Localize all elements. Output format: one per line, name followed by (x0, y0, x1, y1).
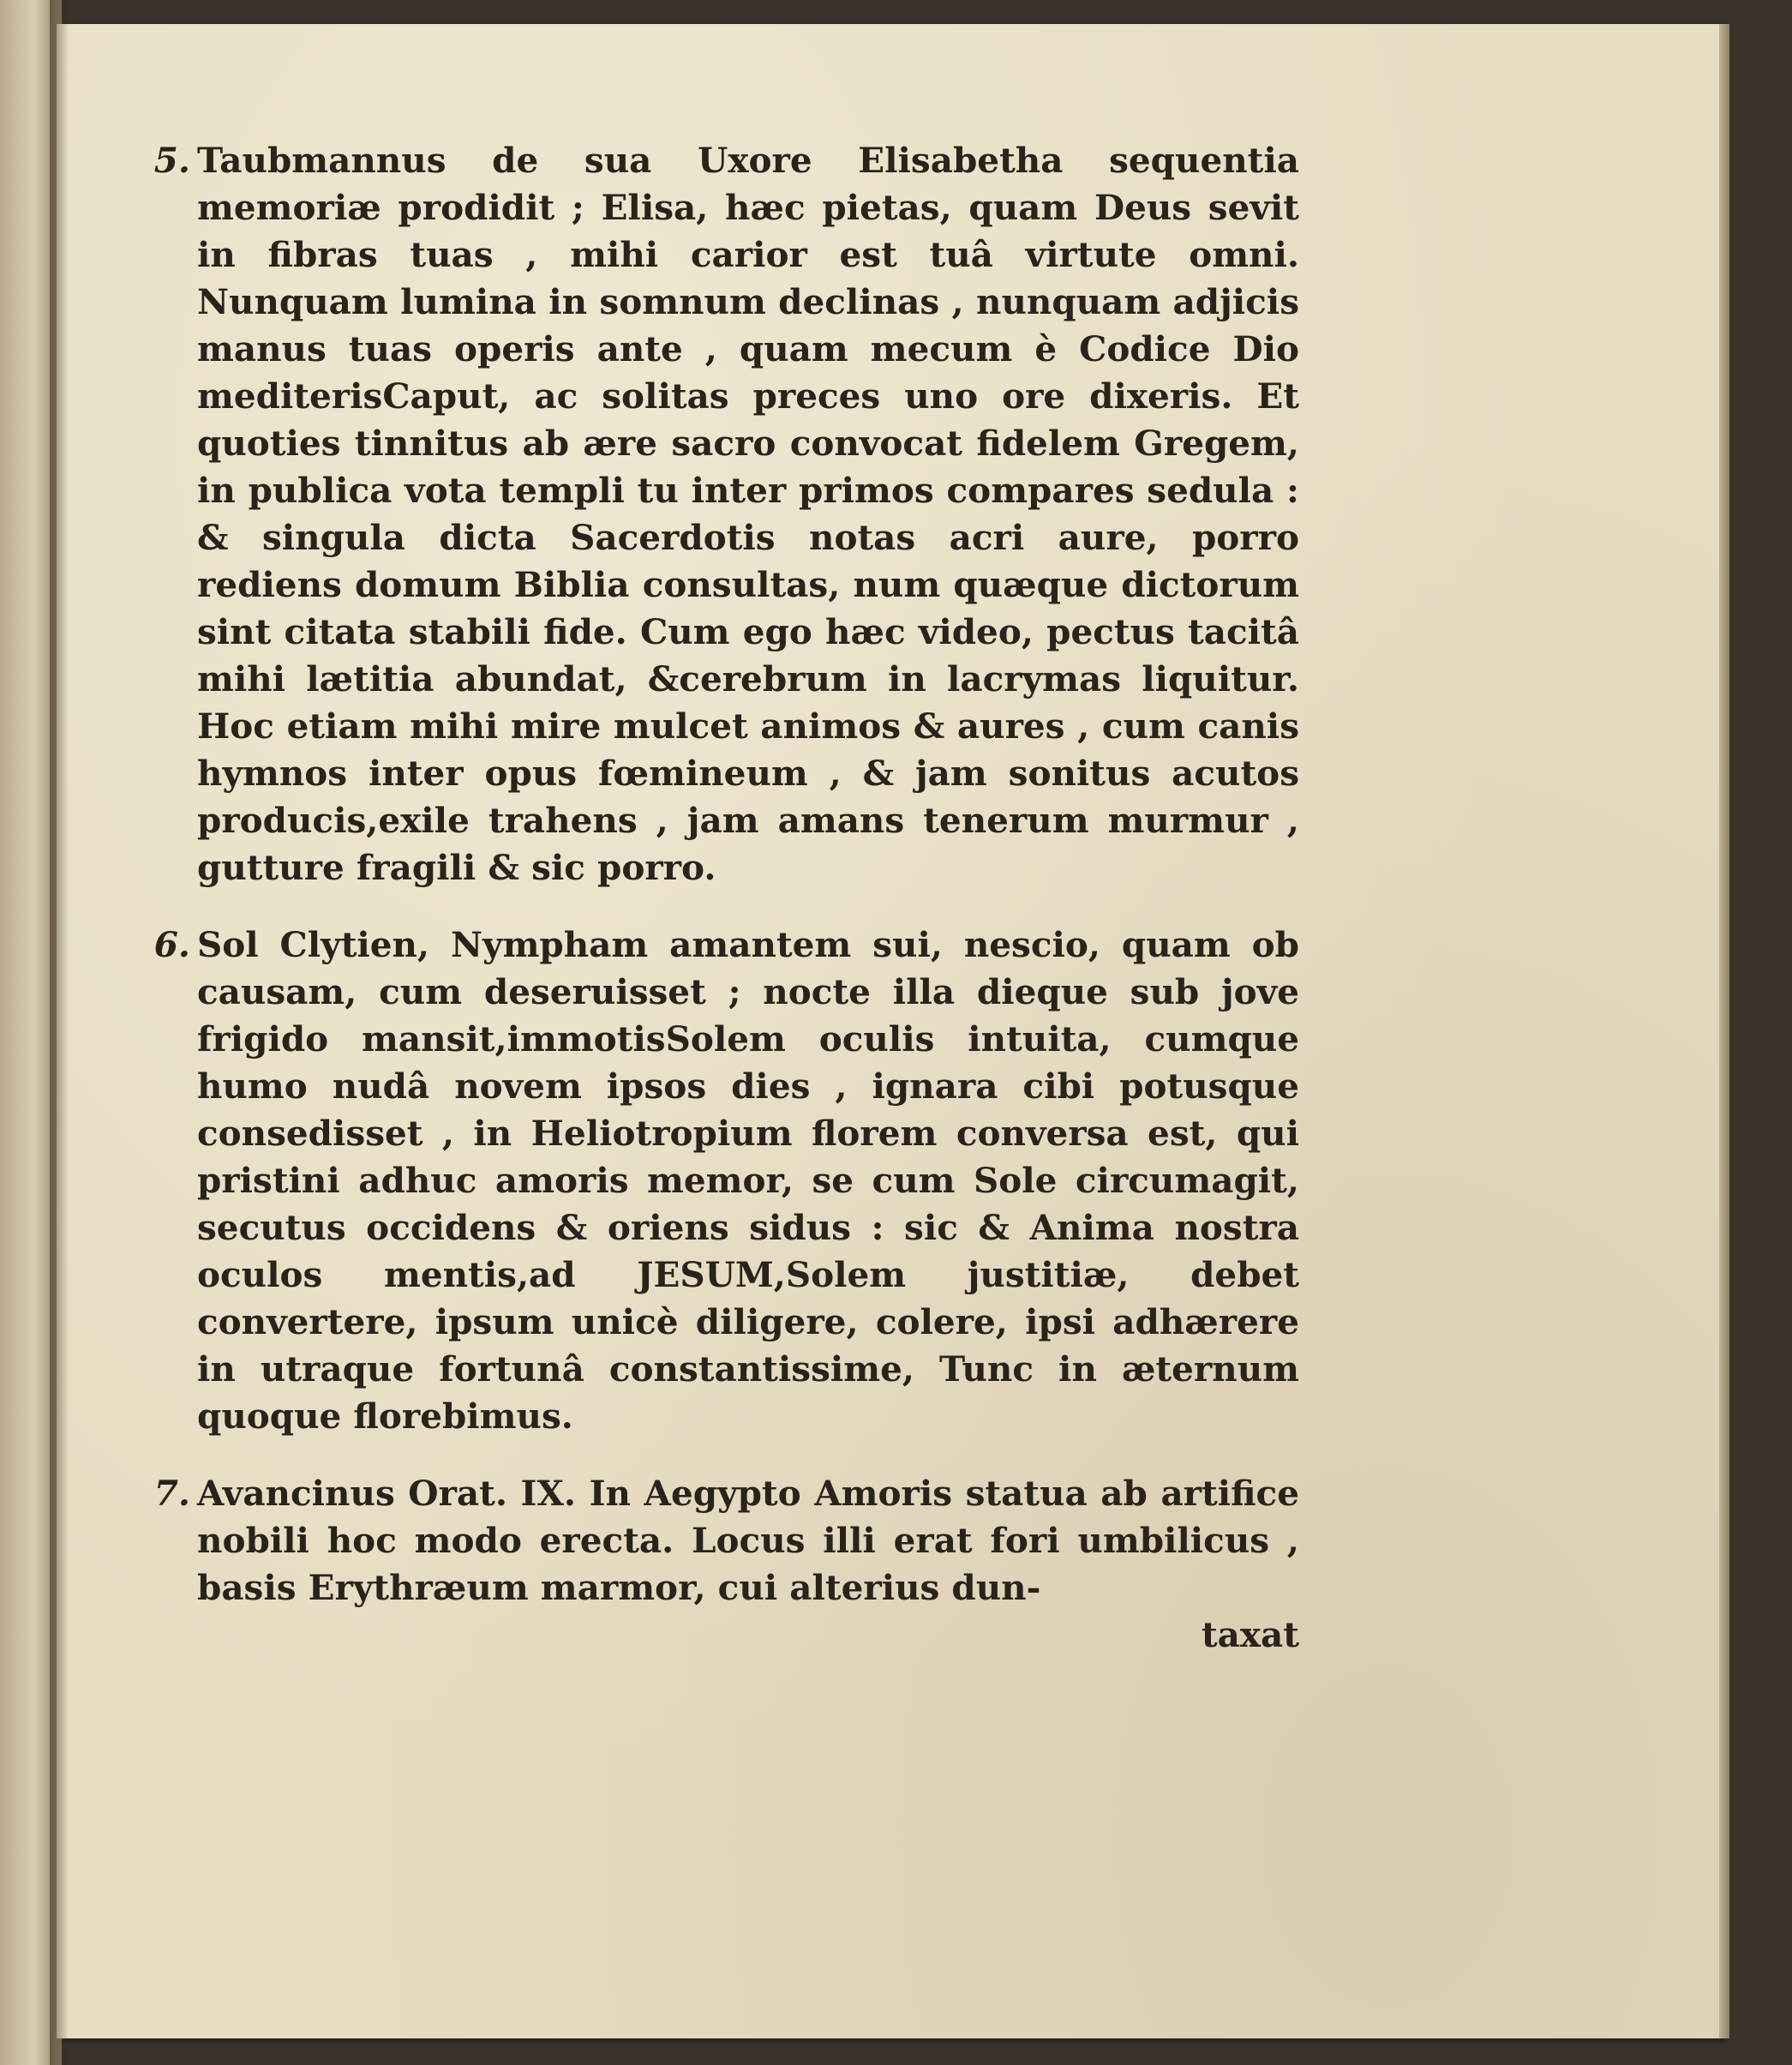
entry-text: Taubmannus de sua Uxore Elisabetha sequentia memoriæ prodidit ; Elisa, hæc pietas, quam Deus sevit in fibras tuas , mihi carior est tuâ virtute omni. Nunquam lumina in somnum declinas , nunquam adjicis manus tuas operis ante , quam mecum è Codice Dio mediterisCaput, ac solitas preces uno ore dixeris. Et quoties tinnitus ab ære sacro convocat fidelem Gregem, in publica vota templi tu inter primos compares sedula : & singula dicta Sacerdotis notas acri aure, porro rediens domum Biblia consultas, num quæque dictorum sint citata stabili fide. Cum ego hæc video, pectus tacitâ mihi lætitia abundat, &cerebrum in lacrymas liquitur. Hoc etiam mihi mire mulcet animos & aures , cum canis hymnos inter opus fœmineum , & jam sonitus acutos producis,exile trahens , jam amans tenerum murmur , gutture fragili & sic porro. (197, 140, 1299, 888)
entry-7 (153, 1470, 1299, 1612)
page-text (153, 137, 1299, 1659)
catchword: taxat (1201, 1614, 1299, 1655)
entry-text: Sol Clytien, Nympham amantem sui, nescio, quam ob causam, cum deseruisset ; nocte illa dieque sub jove frigido mansit,immotisSolem oculis intuita, cumque humo nudâ novem ipsos dies , ignara cibi potusque consedisset , in Heliotropium florem conversa est, qui pristini adhuc amoris memor, se cum Sole circumagit, secutus occidens & oriens sidus : sic & Anima nostra oculos mentis,ad JESUM,Solem justitiæ, debet convertere, ipsum unicè diligere, colere, ipsi adhærere in utraque fortunâ constantissime, Tunc in æternum quoque florebimus. (197, 924, 1299, 1437)
page-fore-edge (1719, 24, 1729, 2038)
entry-number: 6. (153, 924, 190, 965)
entry-5 (153, 137, 1299, 891)
entry-number: 7. (153, 1473, 190, 1514)
entry-6 (153, 921, 1299, 1440)
gutter-shadow (50, 0, 69, 2065)
entry-text: Avancinus Orat. IX. In Aegypto Amoris statua ab artifice nobili hoc modo erecta. Locus illi erat fori umbilicus , basis Erythræum marmor, cui alterius dun- (197, 1473, 1299, 1608)
entry-number: 5. (153, 140, 190, 181)
